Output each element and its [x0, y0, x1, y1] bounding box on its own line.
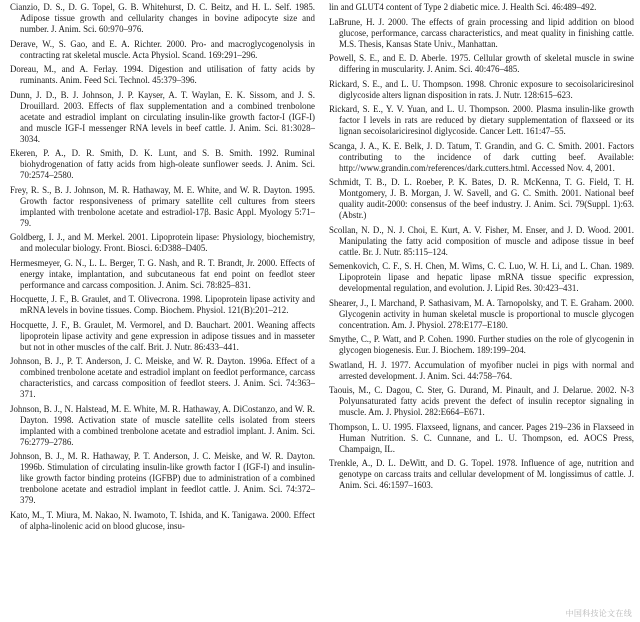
reference-entry: Thompson, L. U. 1995. Flaxseed, lignans, and cancer. Pages 219–236 in Flaxseed in Human Nutrition. S. C. Cunnane, and L. U. Thompson, ed. AOCS Press, Champaign, IL. — [329, 421, 634, 454]
reference-entry: Powell, S. E., and E. D. Aberle. 1975. Cellular growth of skeletal muscle in swine differing in muscularity. J. Anim. Sci. 40:476–485. — [329, 53, 634, 74]
reference-entry: Rickard, S. E., and L. U. Thompson. 1998. Chronic exposure to secoisolariciresinol diglycoside alters lignan disposition in rats. J. Nutr. 128:615–623. — [329, 78, 634, 100]
reference-entry: Kato, M., T. Miura, M. Nakao, N. Iwamoto, T. Ishida, and K. Tanigawa. 2000. Effect of alpha-linolenic acid on blood glucose, insu- — [10, 509, 315, 531]
reference-entry: Trenkle, A., D. L. DeWitt, and D. G. Topel. 1978. Influence of age, nutrition and genotype on carcass traits and cellular development of M. longissimus of cattle. J. Anim. Sci. 46:1597–1603. — [329, 458, 634, 490]
reference-entry: Cianzio, D. S., D. G. Topel, G. B. Whitehurst, D. C. Beitz, and H. L. Self. 1985. Adipose tissue growth and cellularity changes in bovine adipocyte size and number. J. Anim. Sci. 60:970–976. — [10, 2, 315, 34]
reference-entry: Scollan, N. D., N. J. Choi, E. Kurt, A. V. Fisher, M. Enser, and J. D. Wood. 2001. Manipulating the fatty acid composition of muscle and adipose tissue in beef cattle. Br. J. Nutr. 85:115–124. — [329, 224, 634, 257]
reference-entry: Swatland, H. J. 1977. Accumulation of myofiber nuclei in pigs with normal and arrested development. J. Anim. Sci. 44:758–764. — [329, 359, 634, 381]
right-reference-column — [329, 2, 634, 622]
reference-entry: LaBrune, H. J. 2000. The effects of grain processing and lipid addition on blood glucose, performance, carcass characteristics, and meat quality in finishing cattle. M.S. Thesis, Kansas State Univ., Manhattan. — [329, 16, 634, 49]
reference-entry: Frey, R. S., B. J. Johnson, M. R. Hathaway, M. E. White, and W. R. Dayton. 1995. Growth factor responsiveness of primary satellite cell cultures from steers implanted with trenbolone acetate and estradiol-17β. Basic Appl. Myology 5:71–79. — [10, 184, 315, 228]
watermark: 中国科技论文在线 — [565, 609, 632, 618]
reference-entry: Doreau, M., and A. Ferlay. 1994. Digestion and utilisation of fatty acids by ruminants. Anim. Feed Sci. Technol. 45:379–396. — [10, 64, 315, 85]
reference-entry: Smythe, C., P. Watt, and P. Cohen. 1990. Further studies on the role of glycogenin in glycogen biogenesis. Eur. J. Biochem. 189:199–204. — [329, 334, 634, 355]
reference-entry: Taouis, M., C. Dagou, C. Ster, G. Durand, M. Pinault, and J. Delarue. 2002. N-3 Polyunsaturated fatty acids prevent the defect of insulin receptor signaling in muscle. Am. J. Physiol. 282:E664–E671. — [329, 385, 634, 417]
reference-entry: Scanga, J. A., K. E. Belk, J. D. Tatum, T. Grandin, and G. C. Smith. 2001. Factors contributing to the incidence of dark cutting beef. Available: http://www.grandin.com/references/dark.cutters.html. Accessed Nov. 4, 2001. — [329, 140, 634, 173]
reference-entry: Shearer, J., I. Marchand, P. Sathasivam, M. A. Tarnopolsky, and T. E. Graham. 2000. Glycogenin activity in human skeletal muscle is proportional to muscle glycogen concentration. Am. J. Physiol. 278:E177–E180. — [329, 297, 634, 330]
reference-entry: Dunn, J. D., B. J. Johnson, J. P. Kayser, A. T. Waylan, E. K. Sissom, and J. S. Drouillard. 2003. Effects of flax supplementation and a combined trenbolone acetate and estradiol implant on circulating insulin-like growth factor-I (IGF-I) and muscle IGF-I messenger RNA levels in beef cattle. J. Anim. Sci. 81:3028–3034. — [10, 89, 315, 144]
reference-entry: Hermesmeyer, G. N., L. L. Berger, T. G. Nash, and R. T. Brandt, Jr. 2000. Effects of energy intake, implantation, and subcutaneous fat end point on feedlot steer performance and carcass composition. J. Anim. Sci. 78:825–831. — [10, 257, 315, 290]
reference-entry: Goldberg, I. J., and M. Merkel. 2001. Lipoprotein lipase: Physiology, biochemistry, and molecular biology. Front. Biosci. 6:D388–D405. — [10, 232, 315, 253]
reference-entry: Hocquette, J. F., B. Graulet, and T. Olivecrona. 1998. Lipoprotein lipase activity and mRNA levels in bovine tissues. Comp. Biochem. Physiol. 121(B):201–212. — [10, 294, 315, 315]
reference-entry: Semenkovich, C. F., S. H. Chen, M. Wims, C. C. Luo, W. H. Li, and L. Chan. 1989. Lipoprotein lipase and hepatic lipase mRNA tissue specific expression, developmental regulation, and evolution. J. Lipid Res. 30:423–431. — [329, 261, 634, 293]
reference-entry: Johnson, B. J., N. Halstead, M. E. White, M. R. Hathaway, A. DiCostanzo, and W. R. Dayton. 1998. Activation state of muscle satellite cells isolated from steers implanted with a combined trenbolone acetate and estradiol implant. J. Anim. Sci. 76:2779–2786. — [10, 403, 315, 447]
left-reference-column — [10, 2, 315, 622]
reference-entry: Ekeren, P. A., D. R. Smith, D. K. Lunt, and S. B. Smith. 1992. Ruminal biohydrogenation of fatty acids from high-oleate sunflower seeds. J. Anim. Sci. 70:2574–2580. — [10, 148, 315, 180]
reference-entry-continued: lin and GLUT4 content of Type 2 diabetic mice. J. Health Sci. 46:489–492. — [329, 2, 597, 12]
reference-entry: Johnson, B. J., M. R. Hathaway, P. T. Anderson, J. C. Meiske, and W. R. Dayton. 1996b. Stimulation of circulating insulin-like growth factor I (IGF-I) and insulin-like growth factor binding proteins (IGFBP) due to administration of a combined trenbolone acetate and estradiol implant in feedlot cattle. J. Anim. Sci. 74:372–379. — [10, 451, 315, 505]
reference-entry: Rickard, S. E., Y. V. Yuan, and L. U. Thompson. 2000. Plasma insulin-like growth factor I levels in rats are reduced by dietary supplementation of flaxseed or its lignan secoisolariciresinol diglycoside. Cancer Lett. 161:47–55. — [329, 104, 634, 136]
reference-entry: Hocquette, J. F., B. Graulet, M. Vermorel, and D. Bauchart. 2001. Weaning affects lipoprotein lipase activity and gene expression in adipose tissues and in masseter but not in other muscles of the calf. Brit. J. Nutr. 86:433–441. — [10, 319, 315, 352]
reference-entry: Johnson, B. J., P. T. Anderson, J. C. Meiske, and W. R. Dayton. 1996a. Effect of a combined trenbolone acetate and estradiol implant on feedlot performance, carcass characteristics, and carcass composition of feedlot steers. J. Anim. Sci. 74:363–371. — [10, 356, 315, 399]
reference-entry: Derave, W., S. Gao, and E. A. Richter. 2000. Pro- and macroglycogenolysis in contracting rat skeletal muscle. Acta Physiol. Scand. 169:291–296. — [10, 38, 315, 60]
reference-entry: Schmidt, T. B., D. L. Roeber, P. K. Bates, D. R. McKenna, T. G. Field, T. H. Montgomery, J. B. Morgan, J. W. Savell, and G. C. Smith. 2001. National beef quality audit-2000: consensus of the beef industry. J. Anim. Sci. 79(Suppl. 1):63. (Abstr.) — [329, 177, 634, 220]
